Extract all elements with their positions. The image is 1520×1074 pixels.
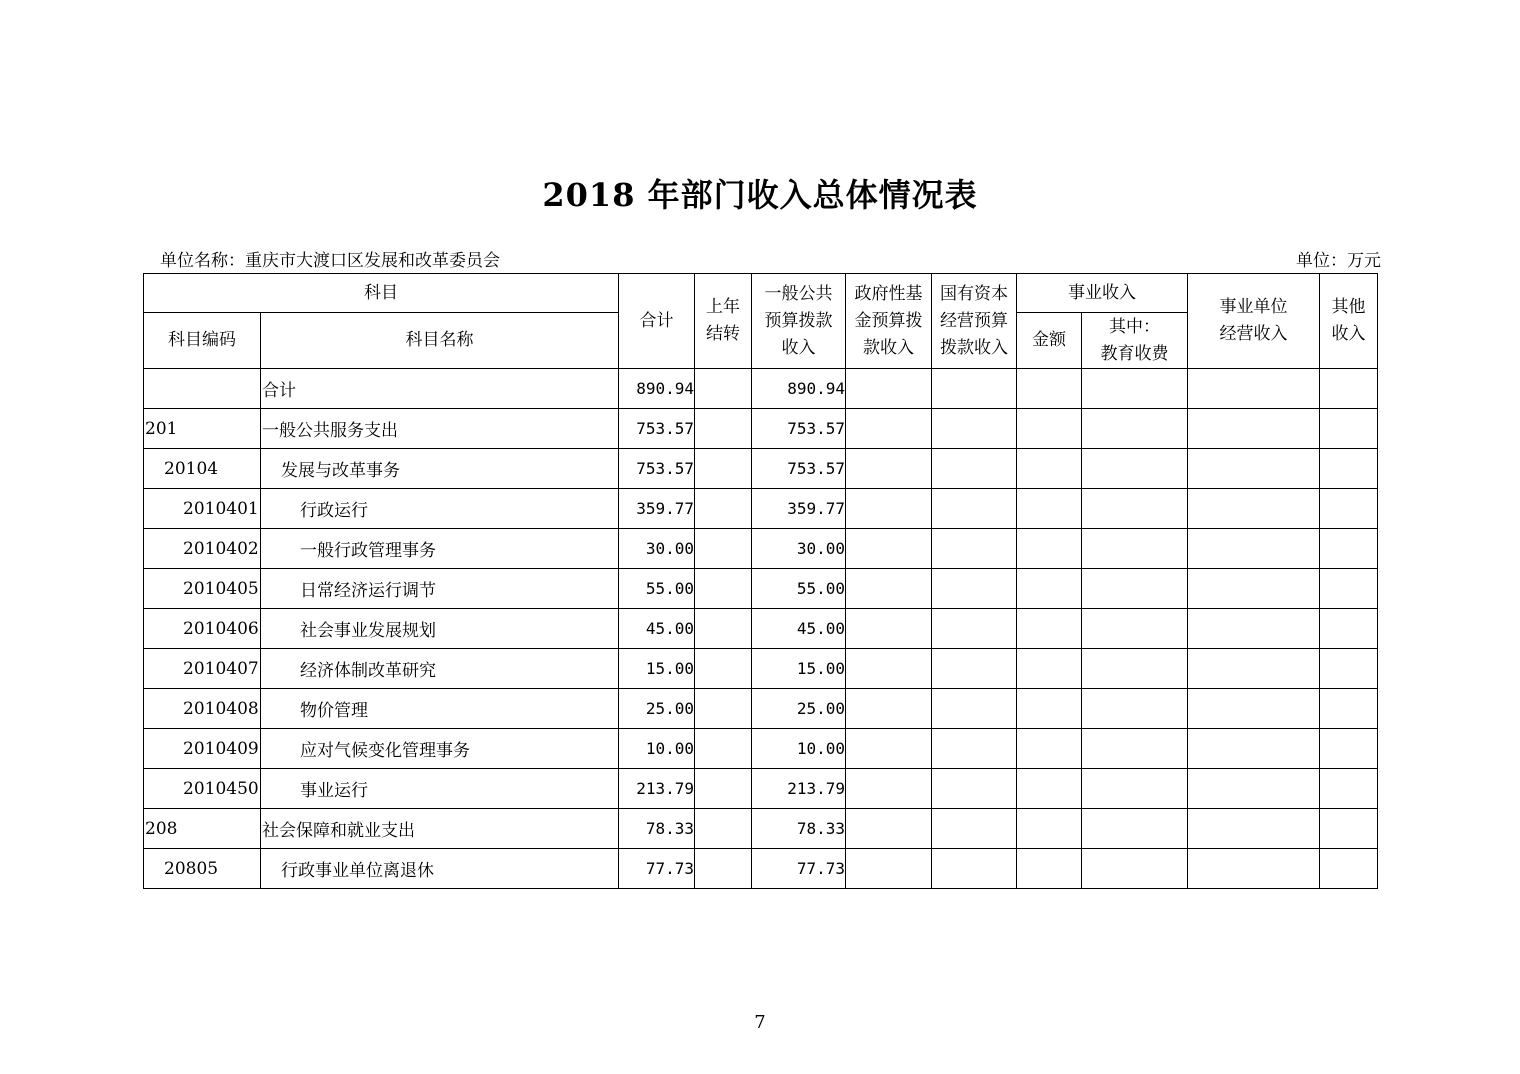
cell-state-capital — [932, 849, 1017, 889]
cell-career-unit-operating — [1188, 569, 1320, 609]
cell-total: 753.57 — [619, 449, 695, 489]
cell-subject-name: 经济体制改革研究 — [261, 649, 619, 689]
cell-carryover — [695, 409, 752, 449]
cell-total: 78.33 — [619, 809, 695, 849]
page-title: 2018 年部门收入总体情况表 — [542, 176, 978, 214]
income-table — [143, 273, 1378, 889]
cell-total: 77.73 — [619, 849, 695, 889]
cell-edu-fee — [1082, 409, 1188, 449]
cell-carryover — [695, 489, 752, 529]
header-state-capital: 国有资本 经营预算 拨款收入 — [932, 274, 1017, 369]
cell-subject-code: 2010405 — [144, 569, 261, 609]
cell-total: 25.00 — [619, 689, 695, 729]
cell-subject-name: 事业运行 — [261, 769, 619, 809]
cell-total: 30.00 — [619, 529, 695, 569]
cell-gov-fund — [846, 409, 932, 449]
cell-subject-code: 2010406 — [144, 609, 261, 649]
cell-other-income — [1320, 689, 1378, 729]
cell-edu-fee — [1082, 849, 1188, 889]
cell-amount — [1017, 569, 1082, 609]
cell-general-budget: 78.33 — [752, 809, 846, 849]
cell-subject-name: 物价管理 — [261, 689, 619, 729]
cell-career-unit-operating — [1188, 849, 1320, 889]
cell-other-income — [1320, 729, 1378, 769]
cell-state-capital — [932, 569, 1017, 609]
cell-other-income — [1320, 489, 1378, 529]
header-subject: 科目 — [144, 274, 619, 313]
cell-total: 45.00 — [619, 609, 695, 649]
cell-amount — [1017, 769, 1082, 809]
cell-general-budget: 77.73 — [752, 849, 846, 889]
header-amount: 金额 — [1017, 313, 1082, 369]
cell-state-capital — [932, 489, 1017, 529]
cell-amount — [1017, 849, 1082, 889]
cell-subject-code: 208 — [144, 809, 261, 849]
cell-amount — [1017, 689, 1082, 729]
cell-carryover — [695, 729, 752, 769]
cell-state-capital — [932, 529, 1017, 569]
cell-general-budget: 890.94 — [752, 369, 846, 409]
cell-carryover — [695, 809, 752, 849]
cell-subject-name: 社会事业发展规划 — [261, 609, 619, 649]
cell-gov-fund — [846, 689, 932, 729]
cell-state-capital — [932, 809, 1017, 849]
cell-subject-name: 应对气候变化管理事务 — [261, 729, 619, 769]
table-row — [144, 409, 1378, 449]
cell-other-income — [1320, 769, 1378, 809]
cell-other-income — [1320, 849, 1378, 889]
cell-state-capital — [932, 769, 1017, 809]
cell-general-budget: 55.00 — [752, 569, 846, 609]
cell-carryover — [695, 609, 752, 649]
cell-total: 213.79 — [619, 769, 695, 809]
header-edu-fee: 其中： 教育收费 — [1082, 313, 1188, 369]
cell-amount — [1017, 409, 1082, 449]
table-row — [144, 609, 1378, 649]
header-carryover: 上年 结转 — [695, 274, 752, 369]
cell-general-budget: 25.00 — [752, 689, 846, 729]
cell-edu-fee — [1082, 769, 1188, 809]
cell-subject-code — [144, 369, 261, 409]
cell-other-income — [1320, 809, 1378, 849]
cell-edu-fee — [1082, 809, 1188, 849]
cell-state-capital — [932, 609, 1017, 649]
table-row — [144, 649, 1378, 689]
cell-general-budget: 753.57 — [752, 449, 846, 489]
table-row — [144, 489, 1378, 529]
header-other-income: 其他 收入 — [1320, 274, 1378, 369]
cell-amount — [1017, 649, 1082, 689]
cell-carryover — [695, 369, 752, 409]
cell-subject-code: 20104 — [144, 449, 261, 489]
cell-other-income — [1320, 369, 1378, 409]
header-career-income: 事业收入 — [1017, 274, 1188, 313]
cell-carryover — [695, 769, 752, 809]
header-total: 合计 — [619, 274, 695, 369]
cell-general-budget: 15.00 — [752, 649, 846, 689]
cell-other-income — [1320, 609, 1378, 649]
cell-carryover — [695, 529, 752, 569]
cell-other-income — [1320, 449, 1378, 489]
cell-general-budget: 30.00 — [752, 529, 846, 569]
cell-other-income — [1320, 649, 1378, 689]
unit-measure: 单位：万元 — [1296, 251, 1381, 271]
cell-state-capital — [932, 409, 1017, 449]
cell-general-budget: 10.00 — [752, 729, 846, 769]
table-row — [144, 809, 1378, 849]
cell-career-unit-operating — [1188, 489, 1320, 529]
header-career-unit-operating: 事业单位 经营收入 — [1188, 274, 1320, 369]
cell-edu-fee — [1082, 369, 1188, 409]
cell-gov-fund — [846, 529, 932, 569]
cell-gov-fund — [846, 849, 932, 889]
cell-career-unit-operating — [1188, 649, 1320, 689]
cell-amount — [1017, 449, 1082, 489]
cell-subject-name: 日常经济运行调节 — [261, 569, 619, 609]
cell-other-income — [1320, 529, 1378, 569]
cell-edu-fee — [1082, 569, 1188, 609]
cell-general-budget: 359.77 — [752, 489, 846, 529]
cell-career-unit-operating — [1188, 369, 1320, 409]
table-row — [144, 449, 1378, 489]
cell-career-unit-operating — [1188, 769, 1320, 809]
cell-edu-fee — [1082, 689, 1188, 729]
cell-gov-fund — [846, 569, 932, 609]
cell-total: 359.77 — [619, 489, 695, 529]
cell-carryover — [695, 449, 752, 489]
cell-career-unit-operating — [1188, 449, 1320, 489]
cell-career-unit-operating — [1188, 729, 1320, 769]
cell-gov-fund — [846, 649, 932, 689]
cell-gov-fund — [846, 609, 932, 649]
header-subject-name: 科目名称 — [261, 313, 619, 369]
cell-subject-code: 2010408 — [144, 689, 261, 729]
cell-gov-fund — [846, 489, 932, 529]
cell-amount — [1017, 369, 1082, 409]
cell-subject-code: 2010401 — [144, 489, 261, 529]
cell-career-unit-operating — [1188, 609, 1320, 649]
header-general-budget: 一般公共 预算拨款 收入 — [752, 274, 846, 369]
cell-subject-code: 2010450 — [144, 769, 261, 809]
cell-state-capital — [932, 729, 1017, 769]
cell-edu-fee — [1082, 649, 1188, 689]
table-row — [144, 769, 1378, 809]
cell-total: 10.00 — [619, 729, 695, 769]
cell-subject-code: 201 — [144, 409, 261, 449]
cell-subject-code: 20805 — [144, 849, 261, 889]
cell-subject-name: 一般公共服务支出 — [261, 409, 619, 449]
header-gov-fund: 政府性基 金预算拨 款收入 — [846, 274, 932, 369]
cell-general-budget: 45.00 — [752, 609, 846, 649]
cell-general-budget: 213.79 — [752, 769, 846, 809]
cell-carryover — [695, 849, 752, 889]
cell-career-unit-operating — [1188, 409, 1320, 449]
cell-subject-code: 2010402 — [144, 529, 261, 569]
cell-other-income — [1320, 569, 1378, 609]
table-row — [144, 729, 1378, 769]
cell-subject-code: 2010409 — [144, 729, 261, 769]
cell-gov-fund — [846, 809, 932, 849]
table-row — [144, 529, 1378, 569]
cell-state-capital — [932, 449, 1017, 489]
table-row — [144, 569, 1378, 609]
cell-subject-name: 合计 — [261, 369, 619, 409]
cell-edu-fee — [1082, 529, 1188, 569]
cell-edu-fee — [1082, 609, 1188, 649]
table-row — [144, 849, 1378, 889]
table-row — [144, 689, 1378, 729]
header-subject-code: 科目编码 — [144, 313, 261, 369]
cell-general-budget: 753.57 — [752, 409, 846, 449]
cell-total: 890.94 — [619, 369, 695, 409]
cell-carryover — [695, 689, 752, 729]
cell-amount — [1017, 809, 1082, 849]
cell-edu-fee — [1082, 729, 1188, 769]
cell-career-unit-operating — [1188, 809, 1320, 849]
cell-state-capital — [932, 689, 1017, 729]
cell-gov-fund — [846, 729, 932, 769]
cell-carryover — [695, 649, 752, 689]
cell-amount — [1017, 489, 1082, 529]
cell-career-unit-operating — [1188, 689, 1320, 729]
cell-edu-fee — [1082, 449, 1188, 489]
cell-total: 15.00 — [619, 649, 695, 689]
cell-career-unit-operating — [1188, 529, 1320, 569]
cell-gov-fund — [846, 769, 932, 809]
cell-edu-fee — [1082, 489, 1188, 529]
cell-gov-fund — [846, 369, 932, 409]
cell-state-capital — [932, 369, 1017, 409]
cell-subject-name: 一般行政管理事务 — [261, 529, 619, 569]
table-row — [144, 369, 1378, 409]
cell-gov-fund — [846, 449, 932, 489]
cell-subject-name: 社会保障和就业支出 — [261, 809, 619, 849]
cell-total: 55.00 — [619, 569, 695, 609]
cell-subject-name: 发展与改革事务 — [261, 449, 619, 489]
cell-amount — [1017, 729, 1082, 769]
cell-subject-code: 2010407 — [144, 649, 261, 689]
page-number: 7 — [754, 1012, 766, 1033]
unit-name: 单位名称：重庆市大渡口区发展和改革委员会 — [160, 251, 500, 271]
cell-amount — [1017, 609, 1082, 649]
cell-subject-name: 行政运行 — [261, 489, 619, 529]
cell-carryover — [695, 569, 752, 609]
cell-state-capital — [932, 649, 1017, 689]
cell-total: 753.57 — [619, 409, 695, 449]
cell-subject-name: 行政事业单位离退休 — [261, 849, 619, 889]
table-body — [144, 369, 1378, 889]
table-header — [144, 274, 1378, 369]
cell-amount — [1017, 529, 1082, 569]
cell-other-income — [1320, 409, 1378, 449]
